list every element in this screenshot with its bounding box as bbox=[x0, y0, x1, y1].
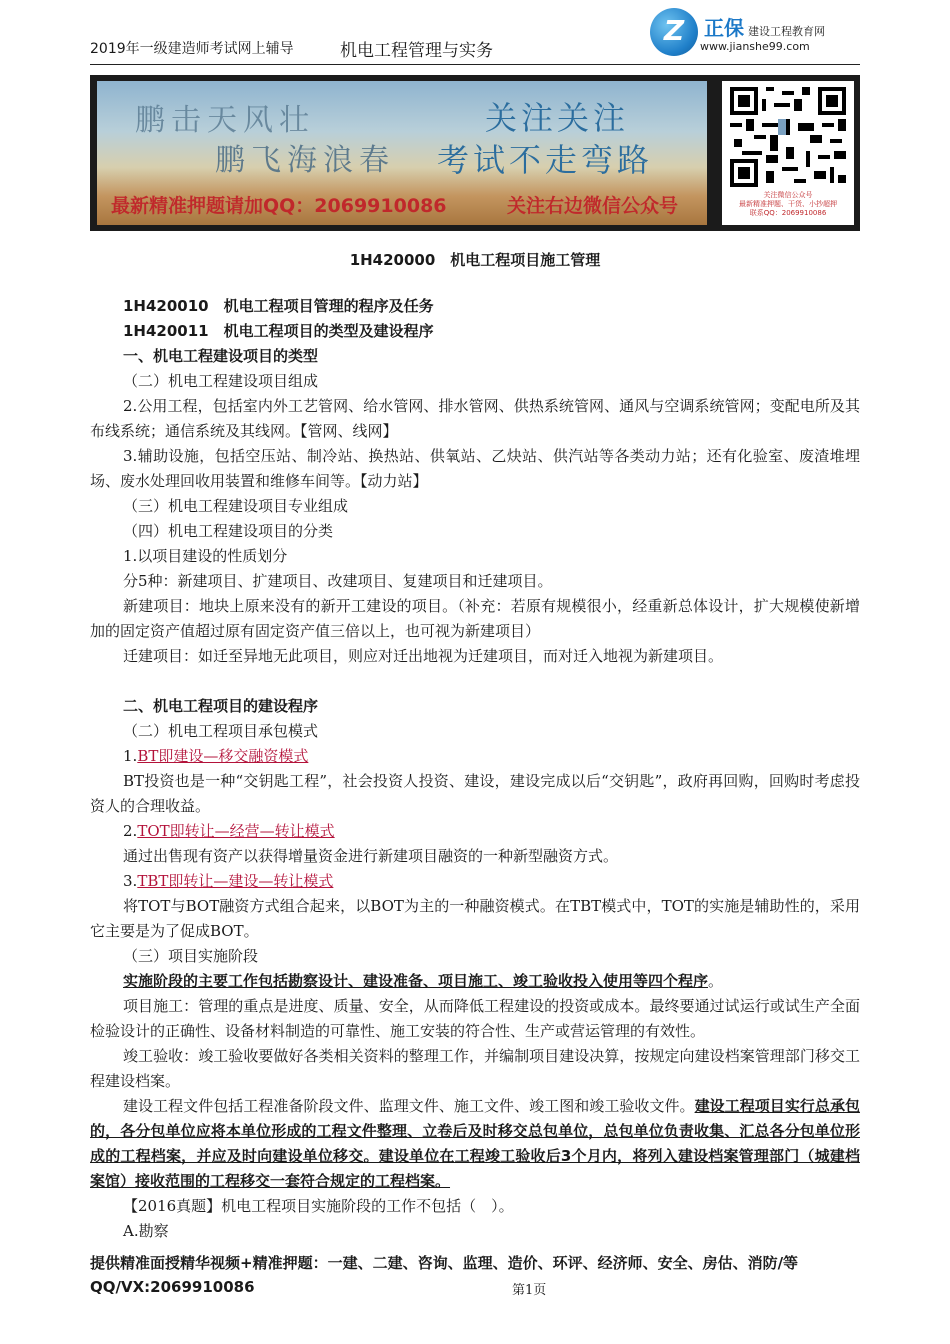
section-heading: 1H420010 机电工程项目管理的程序及任务 bbox=[123, 297, 434, 315]
banner-slogan: 考试不走弯路 bbox=[437, 141, 654, 179]
tbt-mode-link: TBT即转让—建设—转让模式 bbox=[137, 872, 334, 890]
logo-icon: Z bbox=[650, 8, 698, 56]
paragraph: 1.以项目建设的性质划分 bbox=[123, 547, 288, 565]
document-body bbox=[90, 248, 860, 1244]
chapter-title: 1H420000 机电工程项目施工管理 bbox=[349, 251, 601, 269]
paragraph: 建设工程文件包括工程准备阶段文件、监理文件、施工文件、竣工图和竣工验收文件。建设工程项目实行总承包的，各分包单位应将本单位形成的工程文件整理、立卷后及时移交总包单位，总包单位负责收集、汇总各分包单位形成的工程档案，并应及时向建设单位移交。建设单位在工程竣工验收后3个月内，将列入建设档案管理部门（城建档案馆）接收范围的工程移交一套符合规定的工程档案。 bbox=[90, 1097, 860, 1190]
paragraph: 将TOT与BOT融资方式组合起来，以BOT为主的一种融资模式。在TBT模式中，TOT的实施是辅助性的，采用它主要是为了促成BOT。 bbox=[90, 897, 860, 940]
list-item: 3.TBT即转让—建设—转让模式 bbox=[123, 872, 334, 890]
footer-contact: QQ/VX:2069910086 bbox=[90, 1278, 255, 1296]
key-point: 实施阶段的主要工作包括勘察设计、建设准备、项目施工、竣工验收投入使用等四个程序。 bbox=[123, 972, 724, 990]
header-divider bbox=[90, 64, 860, 65]
qr-caption-1: 关注微信公众号 bbox=[763, 191, 813, 199]
logo-name: 正保 建设工程教育网 bbox=[704, 16, 825, 40]
list-item: 1.BT即建设—移交融资模式 bbox=[123, 747, 309, 765]
paragraph: BT投资也是一种“交钥匙工程”，社会投资人投资、建设，建设完成以后“交钥匙”，政府再回购，回购时考虑投资人的合理收益。 bbox=[90, 772, 860, 815]
list-item: 2.TOT即转让—经营—转让模式 bbox=[123, 822, 335, 840]
subsection-heading: 1H420011 机电工程项目的类型及建设程序 bbox=[123, 322, 434, 340]
qr-caption-2: 最新精准押题、干货、小抄超押 bbox=[739, 200, 837, 208]
bt-mode-link: BT即建设—移交融资模式 bbox=[137, 747, 309, 765]
header-subject: 机电工程管理与实务 bbox=[340, 41, 493, 61]
banner-qq: 最新精准押题请加QQ：2069910086 bbox=[111, 195, 447, 217]
paragraph: 2.公用工程，包括室内外工艺管网、给水管网、排水管网、供热系统管网、通风与空调系统管网；变配电所及其布线系统；通信系统及其线网。【管网、线网】 bbox=[90, 397, 860, 440]
qr-code-panel[interactable] bbox=[722, 81, 854, 225]
banner-poem-1: 鹏击天风壮 bbox=[135, 103, 315, 138]
logo-url: www.jianshe99.com bbox=[700, 40, 810, 53]
page-number: 第1页 bbox=[512, 1283, 547, 1298]
spacer bbox=[90, 669, 860, 694]
paragraph: 迁建项目：如迁至异地无此项目，则应对迁出地视为迁建项目，而对迁入地视为新建项目。 bbox=[123, 647, 724, 665]
paragraph: 3.辅助设施，包括空压站、制冷站、换热站、供氧站、乙炔站、供汽站等各类动力站；还有化验室、废渣堆埋场、废水处理回收用装置和维修车间等。【动力站】 bbox=[90, 447, 860, 490]
heading-1: 一、机电工程建设项目的类型 bbox=[123, 347, 319, 365]
exam-question: 【2016真题】机电工程项目实施阶段的工作不包括（ ）。 bbox=[123, 1197, 514, 1215]
banner-image bbox=[97, 81, 707, 225]
heading-2: 二、机电工程项目的建设程序 bbox=[123, 697, 319, 715]
page-header bbox=[90, 0, 860, 68]
footer-ad: 提供精准面授精华视频+精准押题：一建、二建、咨询、监理、造价、环评、经济师、安全、房估、消防/等 bbox=[90, 1254, 799, 1272]
answer-option: A.勘察 bbox=[123, 1222, 169, 1240]
paragraph: 项目施工：管理的重点是进度、质量、安全，从而降低工程建设的投资或成本。最终要通过试运行或试生产全面检验设计的正确性、设备材料制造的可靠性、施工安装的符合性、生产或营运管理的有效性。 bbox=[90, 997, 860, 1040]
paragraph: （二）机电工程建设项目组成 bbox=[123, 372, 319, 390]
paragraph: （四）机电工程建设项目的分类 bbox=[123, 522, 334, 540]
banner-poem-2: 鹏飞海浪春 bbox=[215, 143, 395, 178]
paragraph: 新建项目：地块上原来没有的新开工建设的项目。（补充：若原有规模很小，经重新总体设计，扩大规模使新增加的固定资产值超过原有固定资产值三倍以上，也可视为新建项目） bbox=[90, 597, 860, 640]
header-course: 2019年一级建造师考试网上辅导 bbox=[90, 41, 294, 57]
qr-code-icon bbox=[730, 87, 846, 187]
banner-wechat: 关注右边微信公众号 bbox=[507, 195, 679, 217]
ad-banner[interactable] bbox=[90, 75, 860, 231]
paragraph: 分5种：新建项目、扩建项目、改建项目、复建项目和迁建项目。 bbox=[123, 572, 553, 590]
paragraph: 竣工验收：竣工验收要做好各类相关资料的整理工作，并编制项目建设决算，按规定向建设档案管理部门移交工程建设档案。 bbox=[90, 1047, 860, 1090]
brand-logo[interactable] bbox=[650, 6, 850, 62]
tot-mode-link: TOT即转让—经营—转让模式 bbox=[137, 822, 335, 840]
paragraph: （二）机电工程项目承包模式 bbox=[123, 722, 319, 740]
banner-follow: 关注关注 bbox=[485, 99, 630, 137]
paragraph: 通过出售现有资产以获得增量资金进行新建项目融资的一种新型融资方式。 bbox=[123, 847, 619, 865]
paragraph: （三）机电工程建设项目专业组成 bbox=[123, 497, 349, 515]
paragraph: （三）项目实施阶段 bbox=[123, 947, 259, 965]
key-point: 建设工程项目实行总承包的，各分包单位应将本单位形成的工程文件整理、立卷后及时移交总包单位，总包单位负责收集、汇总各分包单位形成的工程档案，并应及时向建设单位移交。建设单位在工程竣工验收后3个月内，将列入建设档案管理部门（城建档案馆）接收范围的工程移交一套符合规定的工程档案。 bbox=[90, 1097, 860, 1190]
qr-caption-3: 联系QQ：2069910086 bbox=[749, 209, 827, 217]
